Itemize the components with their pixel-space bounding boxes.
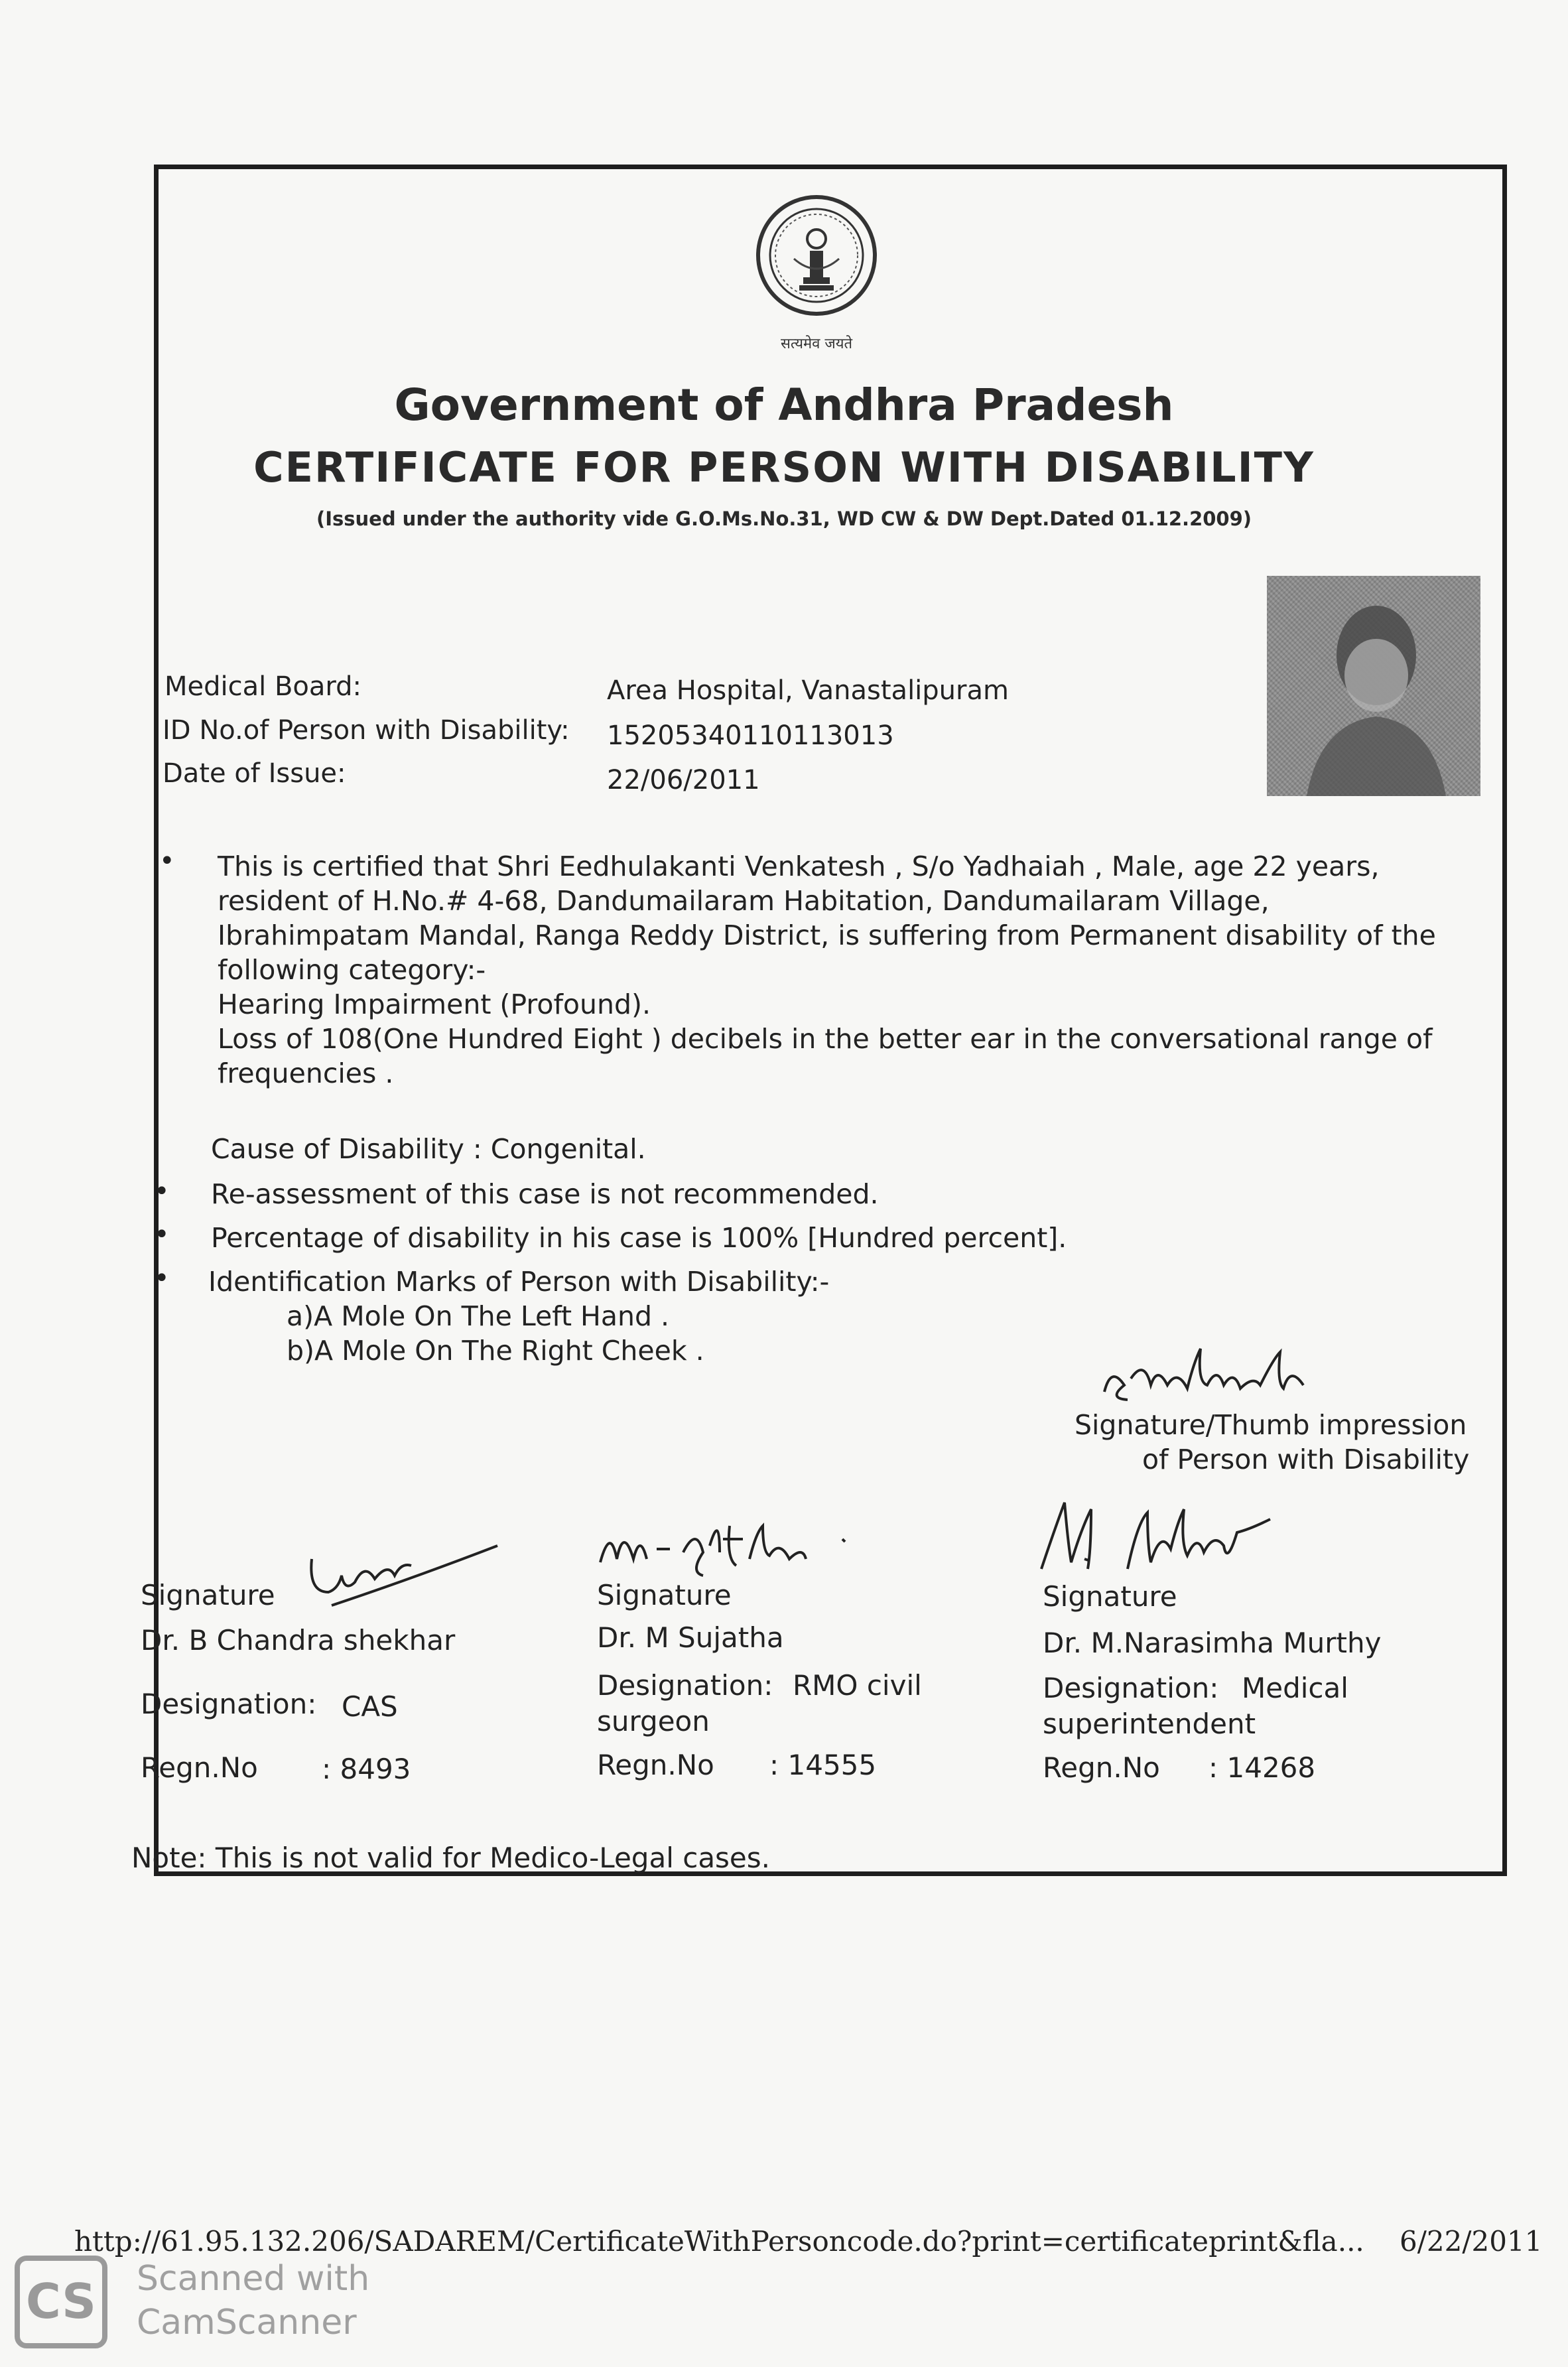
emblem-caption: सत्यमेव जयते <box>780 336 853 352</box>
identification-title: Identification Marks of Person with Disability:- <box>208 1266 830 1298</box>
signatory-2-designation-line-2: surgeon <box>597 1705 710 1737</box>
date-value: 22/06/2011 <box>607 765 760 795</box>
signatory-1-designation: CAS <box>342 1690 398 1723</box>
bullet: • <box>159 846 175 876</box>
footer-date: 6/22/2011 <box>1400 2225 1543 2258</box>
footer-url: http://61.95.132.206/SADAREM/CertificateWithPersoncode.do?print=certificateprint&fla... <box>74 2225 1364 2258</box>
signatory-1-designation-label: Designation: <box>141 1688 317 1720</box>
signatory-1-signature-label: Signature <box>141 1579 275 1611</box>
note-text: Note: This is not valid for Medico-Legal cases. <box>131 1842 771 1874</box>
certification-line-5: Hearing Impairment (Profound). <box>218 988 651 1020</box>
signature-3-handwritten <box>1035 1496 1340 1582</box>
percentage-text: Percentage of disability in his case is 100% [Hundred percent]. <box>211 1222 1067 1254</box>
id-value: 15205340110113013 <box>607 720 894 751</box>
watermark-line-2: CamScanner <box>137 2303 357 2342</box>
reassessment-text: Re-assessment of this case is not recommended. <box>211 1178 879 1210</box>
signatory-3-designation-line-2: superintendent <box>1043 1708 1256 1740</box>
cause-of-disability: Cause of Disability : Congenital. <box>211 1133 646 1165</box>
certificate-title: CERTIFICATE FOR PERSON WITH DISABILITY <box>253 443 1315 492</box>
certification-line-3: Ibrahimpatam Mandal, Ranga Reddy District, is suffering from Permanent disability of the <box>218 919 1436 951</box>
date-label: Date of Issue: <box>163 758 346 789</box>
signatory-2-designation: RMO civil <box>793 1669 922 1702</box>
signatory-1-regn: : 8493 <box>322 1753 411 1785</box>
signatory-3-signature-label: Signature <box>1043 1580 1177 1613</box>
certification-line-1: This is certified that Shri Eedhulakanti Venkatesh , S/o Yadhaiah , Male, age 22 years, <box>218 850 1380 882</box>
signatory-3-regn-label: Regn.No <box>1043 1751 1160 1784</box>
signatory-2-name: Dr. M Sujatha <box>597 1621 784 1654</box>
watermark-line-1: Scanned with <box>137 2259 370 2299</box>
medical-board-label: Medical Board: <box>164 671 361 702</box>
government-heading: Government of Andhra Pradesh <box>394 379 1174 431</box>
signature-1-handwritten <box>305 1532 504 1612</box>
signatory-2-designation-label: Designation: <box>597 1669 773 1702</box>
signatory-3-name: Dr. M.Narasimha Murthy <box>1043 1627 1382 1659</box>
person-signature-caption-1: Signature/Thumb impression <box>1075 1409 1467 1441</box>
signature-2-handwritten <box>597 1513 876 1586</box>
medical-board-value: Area Hospital, Vanastalipuram <box>607 675 1009 706</box>
signatory-3-regn: : 14268 <box>1209 1751 1316 1784</box>
signatory-3-designation: Medical <box>1242 1672 1348 1704</box>
person-handwritten-signature <box>1098 1339 1350 1412</box>
signatory-2-signature-label: Signature <box>597 1579 732 1611</box>
signatory-1-name: Dr. B Chandra shekhar <box>141 1624 456 1657</box>
signatory-3-designation-label: Designation: <box>1043 1672 1219 1704</box>
signatory-1-regn-label: Regn.No <box>141 1751 258 1784</box>
certification-line-6: Loss of 108(One Hundred Eight ) decibels in the better ear in the conversational range of <box>218 1023 1433 1055</box>
bullet: • <box>154 1219 170 1250</box>
certification-line-7: frequencies . <box>218 1057 394 1089</box>
authority-line: (Issued under the authority vide G.O.Ms.No.31, WD CW & DW Dept.Dated 01.12.2009) <box>316 507 1252 530</box>
state-emblem-icon <box>748 192 885 358</box>
identification-mark-a: a)A Mole On The Left Hand . <box>287 1300 670 1332</box>
person-signature-caption-2: of Person with Disability <box>1142 1444 1470 1475</box>
id-label: ID No.of Person with Disability: <box>163 715 570 746</box>
signatory-2-regn: : 14555 <box>769 1749 877 1781</box>
camscanner-logo-icon: CS <box>15 2256 107 2348</box>
person-photo-icon <box>1267 576 1480 796</box>
identification-mark-b: b)A Mole On The Right Cheek . <box>287 1335 704 1367</box>
bullet: • <box>154 1176 170 1207</box>
certification-line-2: resident of H.No.# 4-68, Dandumailaram Habitation, Dandumailaram Village, <box>218 885 1270 917</box>
signatory-2-regn-label: Regn.No <box>597 1749 714 1781</box>
bullet: • <box>154 1263 170 1294</box>
certification-line-4: following category:- <box>218 954 486 986</box>
